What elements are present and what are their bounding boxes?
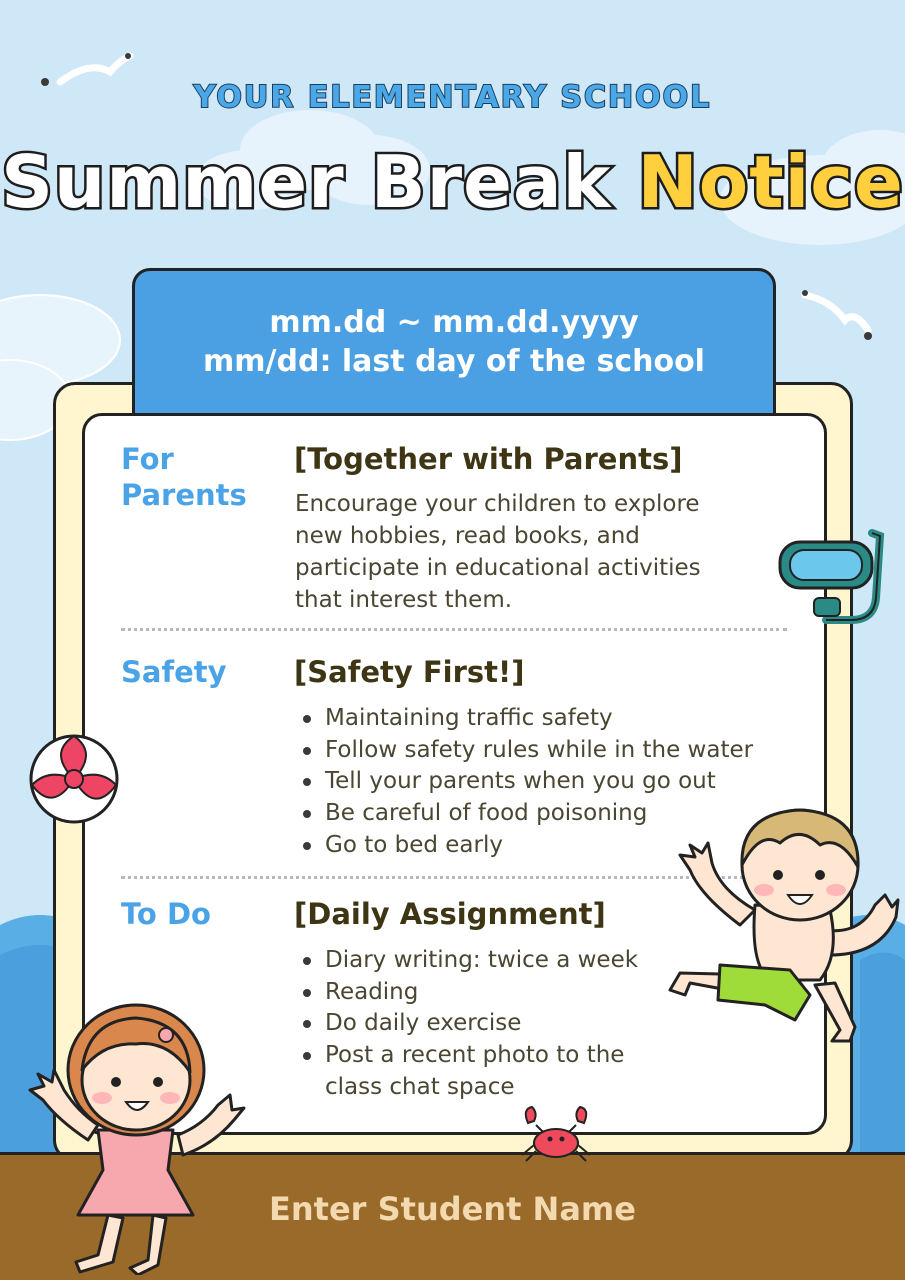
list-item: Maintaining traffic safety [295,703,753,735]
list-item: Go to bed early [295,830,753,862]
section-heading-safety: [Safety First!] [294,655,525,689]
list-item: Reading [295,977,655,1009]
section-label-safety: Safety [121,655,227,689]
section-label-parents [121,441,247,513]
beach-ball-icon [28,733,120,825]
section-divider [121,628,787,631]
section-label-line: For [121,442,174,476]
title-highlight: Notice [637,140,904,224]
section-label-todo: To Do [121,897,211,931]
section-body-parents: Encourage your children to explore new hobbies, read books, and participate in educational activities that interest them. [295,491,701,613]
crab-icon [516,1103,596,1165]
school-name: YOUR ELEMENTARY SCHOOL [193,80,712,115]
snorkel-mask-icon [776,528,886,633]
page-title [0,140,905,224]
boy-illustration [660,795,905,1045]
girl-illustration [18,1000,253,1275]
list-item: Post a recent photo to the class chat space [295,1040,655,1103]
section-label-line: Parents [121,478,247,512]
last-day-note: mm/dd: last day of the school [203,344,705,379]
list-item: Be careful of food poisoning [295,798,753,830]
student-name-field[interactable]: Enter Student Name [269,1190,636,1228]
section-heading-parents: [Together with Parents] [294,442,683,476]
section-heading-todo: [Daily Assignment] [294,897,606,931]
todo-list [295,945,655,1104]
list-item: Do daily exercise [295,1008,655,1040]
title-main: Summer Break [1,140,638,224]
date-range: mm.dd ~ mm.dd.yyyy [269,305,639,340]
list-item: Follow safety rules while in the water [295,735,753,767]
list-item: Tell your parents when you go out [295,766,753,798]
list-item: Diary writing: twice a week [295,945,655,977]
